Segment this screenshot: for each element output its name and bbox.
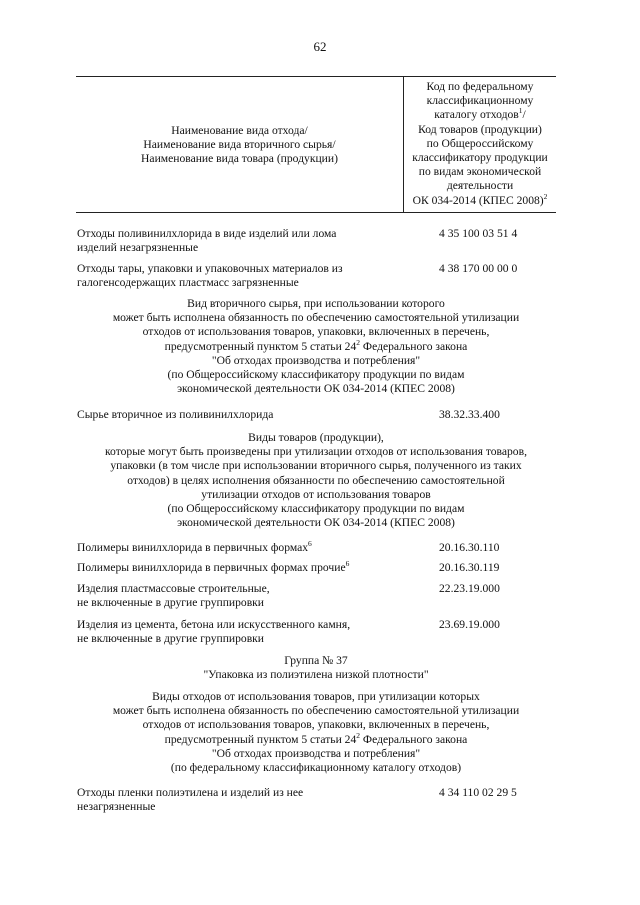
- waste-code: 4 34 110 02 29 5: [439, 786, 517, 799]
- waste-code: 4 35 100 03 51 4: [439, 227, 518, 240]
- footnote-ref: 2: [356, 730, 361, 740]
- product-code: 20.16.30.110: [439, 541, 500, 554]
- table-top-rule: [76, 76, 556, 77]
- group-number: Группа № 37: [284, 654, 348, 667]
- product-name: Полимеры винилхлорида в первичных формах прочие$^6$: [77, 559, 350, 574]
- footnote-ref: 1: [518, 106, 523, 116]
- product-name: Изделия пластмассовые строительные, не включенные в другие группировки: [77, 582, 270, 610]
- column-header-name: [76, 124, 403, 167]
- header-right-line: деятельности: [446, 179, 514, 193]
- product-name: Полимеры винилхлорида в первичных формах$^6$: [77, 539, 312, 554]
- footnote-ref: 2: [356, 337, 361, 347]
- product-name: Изделия из цемента, бетона или искусственного камня, не включенные в другие группировки: [77, 618, 351, 646]
- section-heading-products: Виды товаров (продукции), которые могут быть произведены при утилизации отходов от использования товаров, упаковки (в том числе при использовании вторичного сырья, полученного из таких отходов) в целях исполнения обязанности по обеспечению самостоятельной утилизации отходов от использования товаров (по Общероссийскому классификатору продукции по видам экономической деятельности ОК 034-2014 (КПЕС 2008): [105, 431, 527, 530]
- header-right-line: по Общероссийскому: [426, 136, 534, 150]
- header-left-line: Наименование вида отхода/: [171, 124, 308, 137]
- product-code: 22.23.19.000: [439, 582, 500, 595]
- header-right-line: каталогу отходов$^1$/: [434, 106, 526, 122]
- waste-name: Отходы пленки полиэтилена и изделий из нее незагрязненные: [77, 786, 304, 814]
- header-left-line: Наименование вида вторичного сырья/: [143, 138, 336, 152]
- waste-name: Отходы поливинилхлорида в виде изделий или лома изделий незагрязненные: [77, 227, 337, 255]
- page-number: 62: [313, 39, 327, 54]
- secondary-code: 38.32.33.400: [439, 408, 500, 421]
- header-bottom-rule: [76, 212, 556, 213]
- header-right-line: Код товаров (продукции): [418, 122, 542, 136]
- header-right-line: ОК 034-2014 (КПЕС 2008)$^2$: [412, 191, 548, 207]
- header-left-line: Наименование вида товара (продукции): [141, 152, 338, 166]
- waste-name: Отходы тары, упаковки и упаковочных материалов из галогенсодержащих пластмасс загрязненные: [77, 262, 343, 290]
- product-code: 20.16.30.119: [439, 561, 500, 574]
- header-right-line: по видам экономической: [418, 165, 542, 179]
- footnote-ref: 2: [543, 191, 548, 201]
- product-code: 23.69.19.000: [439, 618, 500, 631]
- header-right-line: классификационному: [426, 94, 534, 108]
- waste-code: 4 38 170 00 00 0: [439, 262, 518, 275]
- header-right-line: Код по федеральному: [426, 80, 534, 93]
- column-header-code: [404, 80, 556, 208]
- footnote-ref: 6: [308, 539, 312, 549]
- section-heading-waste-37: Виды отходов от использования товаров, при утилизации которых может быть исполнена обязанность по обеспечению самостоятельной утилизации отходов от использования товаров, упаковки, включенных в перечень, предусмотренный пунктом 5 статьи $24^2$ Федерального закона "Об отходах производства и потребления" (по федеральному классификационному каталогу отходов): [112, 690, 520, 775]
- group-heading: [76, 654, 556, 682]
- footnote-ref: 6: [345, 559, 350, 569]
- secondary-name: Сырье вторичное из поливинилхлорида: [77, 408, 274, 421]
- section-heading-secondary: Вид вторичного сырья, при использовании которого может быть исполнена обязанность по обеспечению самостоятельной утилизации отходов от использования товаров, упаковки, включенных в перечень, предусмотренный пунктом 5 статьи $24^2$ Федерального закона "Об отходах производства и потребления" (по Общероссийскому классификатору продукции по видам экономической деятельности ОК 034-2014 (КПЕС 2008): [112, 297, 520, 396]
- group-title: "Упаковка из полиэтилена низкой плотности": [203, 668, 429, 682]
- header-right-line: классификатору продукции: [412, 151, 548, 165]
